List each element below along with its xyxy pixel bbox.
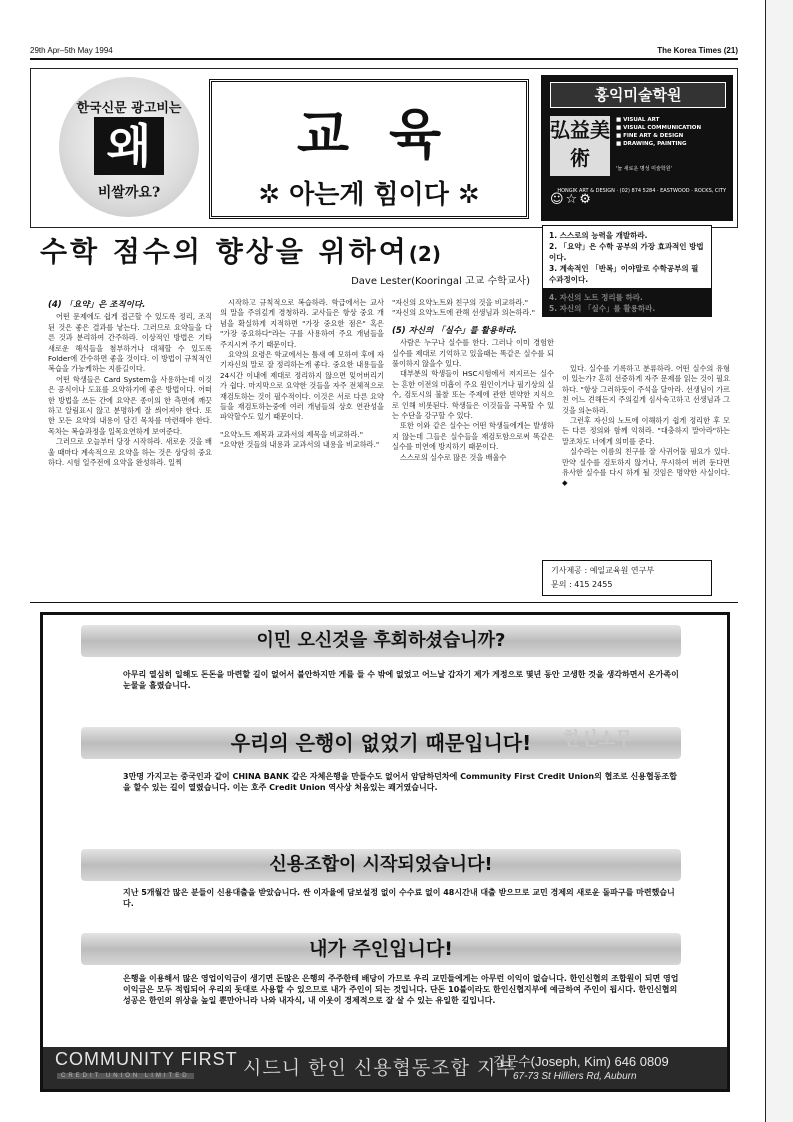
article-subheading: (4) 「요약」은 조직이다. [48, 300, 146, 310]
article-source-box [542, 560, 712, 596]
ad-address: 67-73 St Hilliers Rd, Auburn [513, 1071, 637, 1082]
section-title-box [209, 79, 529, 219]
article-paragraph: 그런후 자신의 노트에 이해하기 쉽게 정리한 후 모든 다른 정의와 함께 익혀라. "대충하지 말아라"하는 말조차도 너에게 의미를 준다. [562, 416, 730, 446]
article-subheading: (5) 자신의 「실수」를 활용하라. [392, 325, 517, 336]
article-paragraph: 어떤 학생들은 Card System을 사용하는데 이것은 공식이나 도표를 요약하기에 좋은 방법이다. 어떠한 방법을 쓰든 간에 요약은 종이의 한 측면에 깨끗하고 알림표시 않고 분명하게 잘 씌어져야 한다. 또한 모든 요약의 내용이 담긴 목차를 마련해야 한다. 목차는 복습과정을 일목요연하게 보여준다. [48, 374, 212, 436]
header-rule [30, 58, 738, 60]
article-headline-part: (2) [408, 242, 441, 266]
ad-paragraph-1: 아무리 열심히 일해도 돈돈을 마련할 길이 없어서 불안하지만 게를 들 수 밖에 없었고 어느날 갑자기 제가 게정으로 몇년 동안 고생한 것을 생각하면서 온가족이 눈물을 흘렸습니다. [123, 670, 679, 690]
course-item: ■ VISUAL COMMUNICATION [616, 125, 702, 131]
article-headline [40, 230, 530, 270]
article-byline: Dave Lester(Kooringal 고교 수학교사) [351, 276, 530, 287]
article-headline-text: 수학 점수의 향상을 위하여 [40, 235, 409, 268]
credit-union-logo-subtitle: CREDIT UNION LIMITED [57, 1073, 194, 1079]
ad-heading-2: 우리의 은행이 없었기 때문입니다! [230, 731, 532, 755]
header-paper [657, 46, 738, 55]
ad-heading-1: 이민 오신것을 후회하셨습니까? [256, 630, 506, 651]
circle-ad-bottom-text: 비쌀까요? [97, 185, 161, 201]
ad-paragraph-3: 지난 5개월간 많은 분들이 신용대출을 받았습니다. 싼 이자율에 담보설정 없이 수수료 없이 48시간내 대출 받으므로 교민 경제의 새로운 돌파구를 마련했습니다. [123, 888, 675, 908]
ad-paragraph-4: 은행을 이용해서 많은 영업이익금이 생기면 돈많은 은행의 주주한테 배당이 가므로 우리 교민들에게는 아무런 이익이 없습니다. 한인신협의 조합원이 되면 영업이익금은 모두 적립되어 우리의 돗대로 사용할 수 있으므로 내가 주인이 되는 것입니다. 단돈 10불이라도 한인신협지부에 예금하여 주인이 됩시다. 한인신협의 성공은 한인의 위상을 높일 뿐만아니라 나와 내자식, 내 이웃이 경제적으로 잘 살 수 있는 유일한 길입니다. [123, 974, 679, 1005]
art-academy-footer: HONGIK ART & DESIGN · (02) 874 5284 · EASTWOOD · ROCKS, CITY [557, 188, 726, 194]
section-banner [30, 68, 738, 228]
section-title: 교육 [296, 102, 482, 166]
summary-item: 5. 자신의 「실수」를 활용하라. [549, 304, 656, 313]
scan-right-edge [765, 0, 793, 1122]
article-quote: "요약한 것들의 내용과 교과서의 내용을 비교하라." [220, 440, 380, 450]
course-item: ■ DRAWING, PAINTING [616, 141, 687, 147]
ad-paragraph-2: 3만명 가지고는 중국인과 같이 CHINA BANK 같은 자체은행을 만들수도 없어서 암담하던차에 Community First Credit Union의 협조로 신용협동조합을 할수 있는 길이 열렸습니다. 이는 호주 Credit Union 역사상 처음있는 쾌거였습니다. [123, 772, 677, 792]
summary-item: 1. 스스로의 능력을 개발하라. [549, 231, 648, 240]
header-paper-name: The Korea Times [657, 46, 722, 55]
article-paragraph: 요약의 요령은 학교에서는 틈새 예 모하여 후에 자기자신의 말로 잘 정리하는게 좋다. 중요한 내용들을 24시간 이내에 제대로 정리하지 않으면 잊어버리기가 쉽다. 마지막으로 요약한 것들을 자주 전체적으로 재검토하는 것이 필수적이다. 이것은 서로 다른 요약들을 재검토하는중에 여러 개념들의 상호 연관성을 파악할수도 있기 때문이다. [220, 350, 384, 422]
article-column-1 [48, 300, 212, 469]
advertising-circle-ad [59, 77, 199, 217]
paragraph-gap [220, 423, 384, 430]
article-paragraph: 스스로의 실수로 많은 것을 배울수 [400, 452, 507, 462]
paragraph-gap [392, 319, 554, 326]
ad-faint-watermark: 한신소무 [563, 729, 633, 750]
article-column-2 [220, 298, 384, 451]
article-column-3 [392, 298, 554, 463]
article-paragraph: 대부분의 학생들이 HSC시험에서 저지르는 실수는 흔한 이전의 미흡이 주요 원인이거나 필기상의 실수, 검토시의 불찰 또는 주제에 관한 빈약한 지식으로 인해 비롯된다. 학생들은 이것들을 극복할 수 있는 수단을 강구할 수 있다. [392, 369, 554, 421]
header-date: 29th Apr–5th May 1994 [30, 46, 113, 55]
course-item: ■ FINE ART & DESIGN [616, 133, 684, 139]
credit-union-logo-name: COMMUNITY FIRST [55, 1049, 238, 1069]
circle-ad-big-text: 왜 [94, 117, 164, 175]
ad-contact-phone: 김문수(Joseph, Kim) 646 0809 [493, 1054, 669, 1069]
summary-item: 4. 자신의 노트 정리를 하라. [549, 293, 643, 302]
scan-left-edge [0, 0, 12, 1122]
art-academy-ad [541, 75, 733, 221]
credit-union-korean-branch: 시드니 한인 신용협동조합 지부 [243, 1057, 516, 1079]
header-page-number: (21) [723, 46, 738, 55]
credit-union-ad [40, 612, 730, 1092]
summary-item: 2. 「요약」은 수학 공부의 가장 효과적인 방법이다. [549, 242, 704, 262]
article-paragraph: 어떤 문제에도 쉽게 접근할 수 있도록 정리, 조직된 것은 좋은 결과를 낳는다. 그러므로 요약들을 다른 것과 분리하여 간주하라. 이상적인 방법은 기타 새로운 해석들을 첨부하거나 대체할 수 있도록 Folder에 간수하면 좋을 것이다. 이 방법이 규칙적인 복습을 가능케하는 지름길이다. [48, 312, 212, 374]
article-paragraph: 그러므로 오늘부터 당장 시작하라. 새로운 것을 배울 때마다 계속적으로 요약을 하는 것은 상당히 중요하다. 시험 일주전에 요약을 완성하라. 일찍 [48, 437, 212, 468]
article-paragraph: 또한 이와 같은 실수는 어떤 학생들에게는 발생하지 않는데 그들은 실수들을 재검토함으로써 똑같은 실수를 미연에 방지하기 때문이다. [392, 421, 554, 452]
art-academy-name: 홍익미술학원 [550, 82, 726, 108]
art-academy-tagline: '늘 새로운 명성 미술학원' [616, 166, 672, 172]
ad-heading-3: 신용조합이 시작되었습니다! [269, 854, 493, 875]
article-paragraph: 시작하고 규칙적으로 복습하라. 학급에서는 교사의 말을 주위깊게 경청하라. 교사들은 항상 중요 개념을 확실하게 지적하면 "가장 중요한 점은" 혹은 "가장 중요하다"라는 구를 사용하여 주요 개념들을 주지시켜 주기 때문이다. [220, 298, 384, 349]
course-item: ■ VISUAL ART [616, 117, 660, 123]
article-contact-phone: 문의 : 415 2455 [551, 580, 613, 589]
article-column-4 [562, 364, 730, 489]
article-paragraph: 사람은 누구나 실수를 한다. 그러나 이미 경험한 실수를 제대로 기억하고 있을때는 똑같은 실수를 되풀이하지 않을수 있다. [392, 338, 554, 369]
art-academy-course-list [616, 116, 728, 148]
section-subtitle: ✲ 아는게 힘이다 ✲ [258, 180, 480, 210]
article-quote: "자신의 요약노트와 친구의 것을 비교하라." [392, 298, 529, 307]
summary-item: 3. 계속적인 「반복」이야말로 수학공부의 필수과정이다. [549, 264, 699, 284]
art-academy-logo: 弘益美術 [550, 116, 610, 176]
article-body [48, 298, 728, 588]
section-divider [30, 602, 738, 603]
article-quote: "자신의 요약노트에 관해 선생님과 의논하라." [392, 308, 536, 318]
article-source: 기사제공 : 예일교육원 연구부 [551, 566, 655, 575]
circle-ad-top-text: 한국신문 광고비는 [76, 101, 182, 116]
ad-footer-band [43, 1047, 727, 1089]
article-paragraph: 있다. 실수를 기록하고 분류하라. 어떤 실수의 유형이 있는가? 흔히 선증하게 자주 문제를 읽는 것이 필요하다. "항상 그러하듯이 주석을 달아라. 선생님이 가르친 어느 견해든지 주의깊게 심사숙고하고 선생님과 그것을 의논하라. [562, 364, 730, 415]
art-academy-icons: ☺☆⚙ [550, 192, 593, 207]
ad-heading-4: 내가 주인입니다! [309, 938, 453, 960]
newspaper-page [30, 40, 738, 1100]
article-paragraph: 실수라는 이름의 친구를 잘 사귀어둘 필요가 있다. 만약 실수를 검토하지 않거나, 무시하여 버려 둔다면 유사한 실수를 다시 하게 될 것임은 명약한 사실이다. ◆ [562, 447, 730, 488]
article-quote: "요약노트 제목과 교과서의 제목을 비교하라." [220, 429, 364, 439]
